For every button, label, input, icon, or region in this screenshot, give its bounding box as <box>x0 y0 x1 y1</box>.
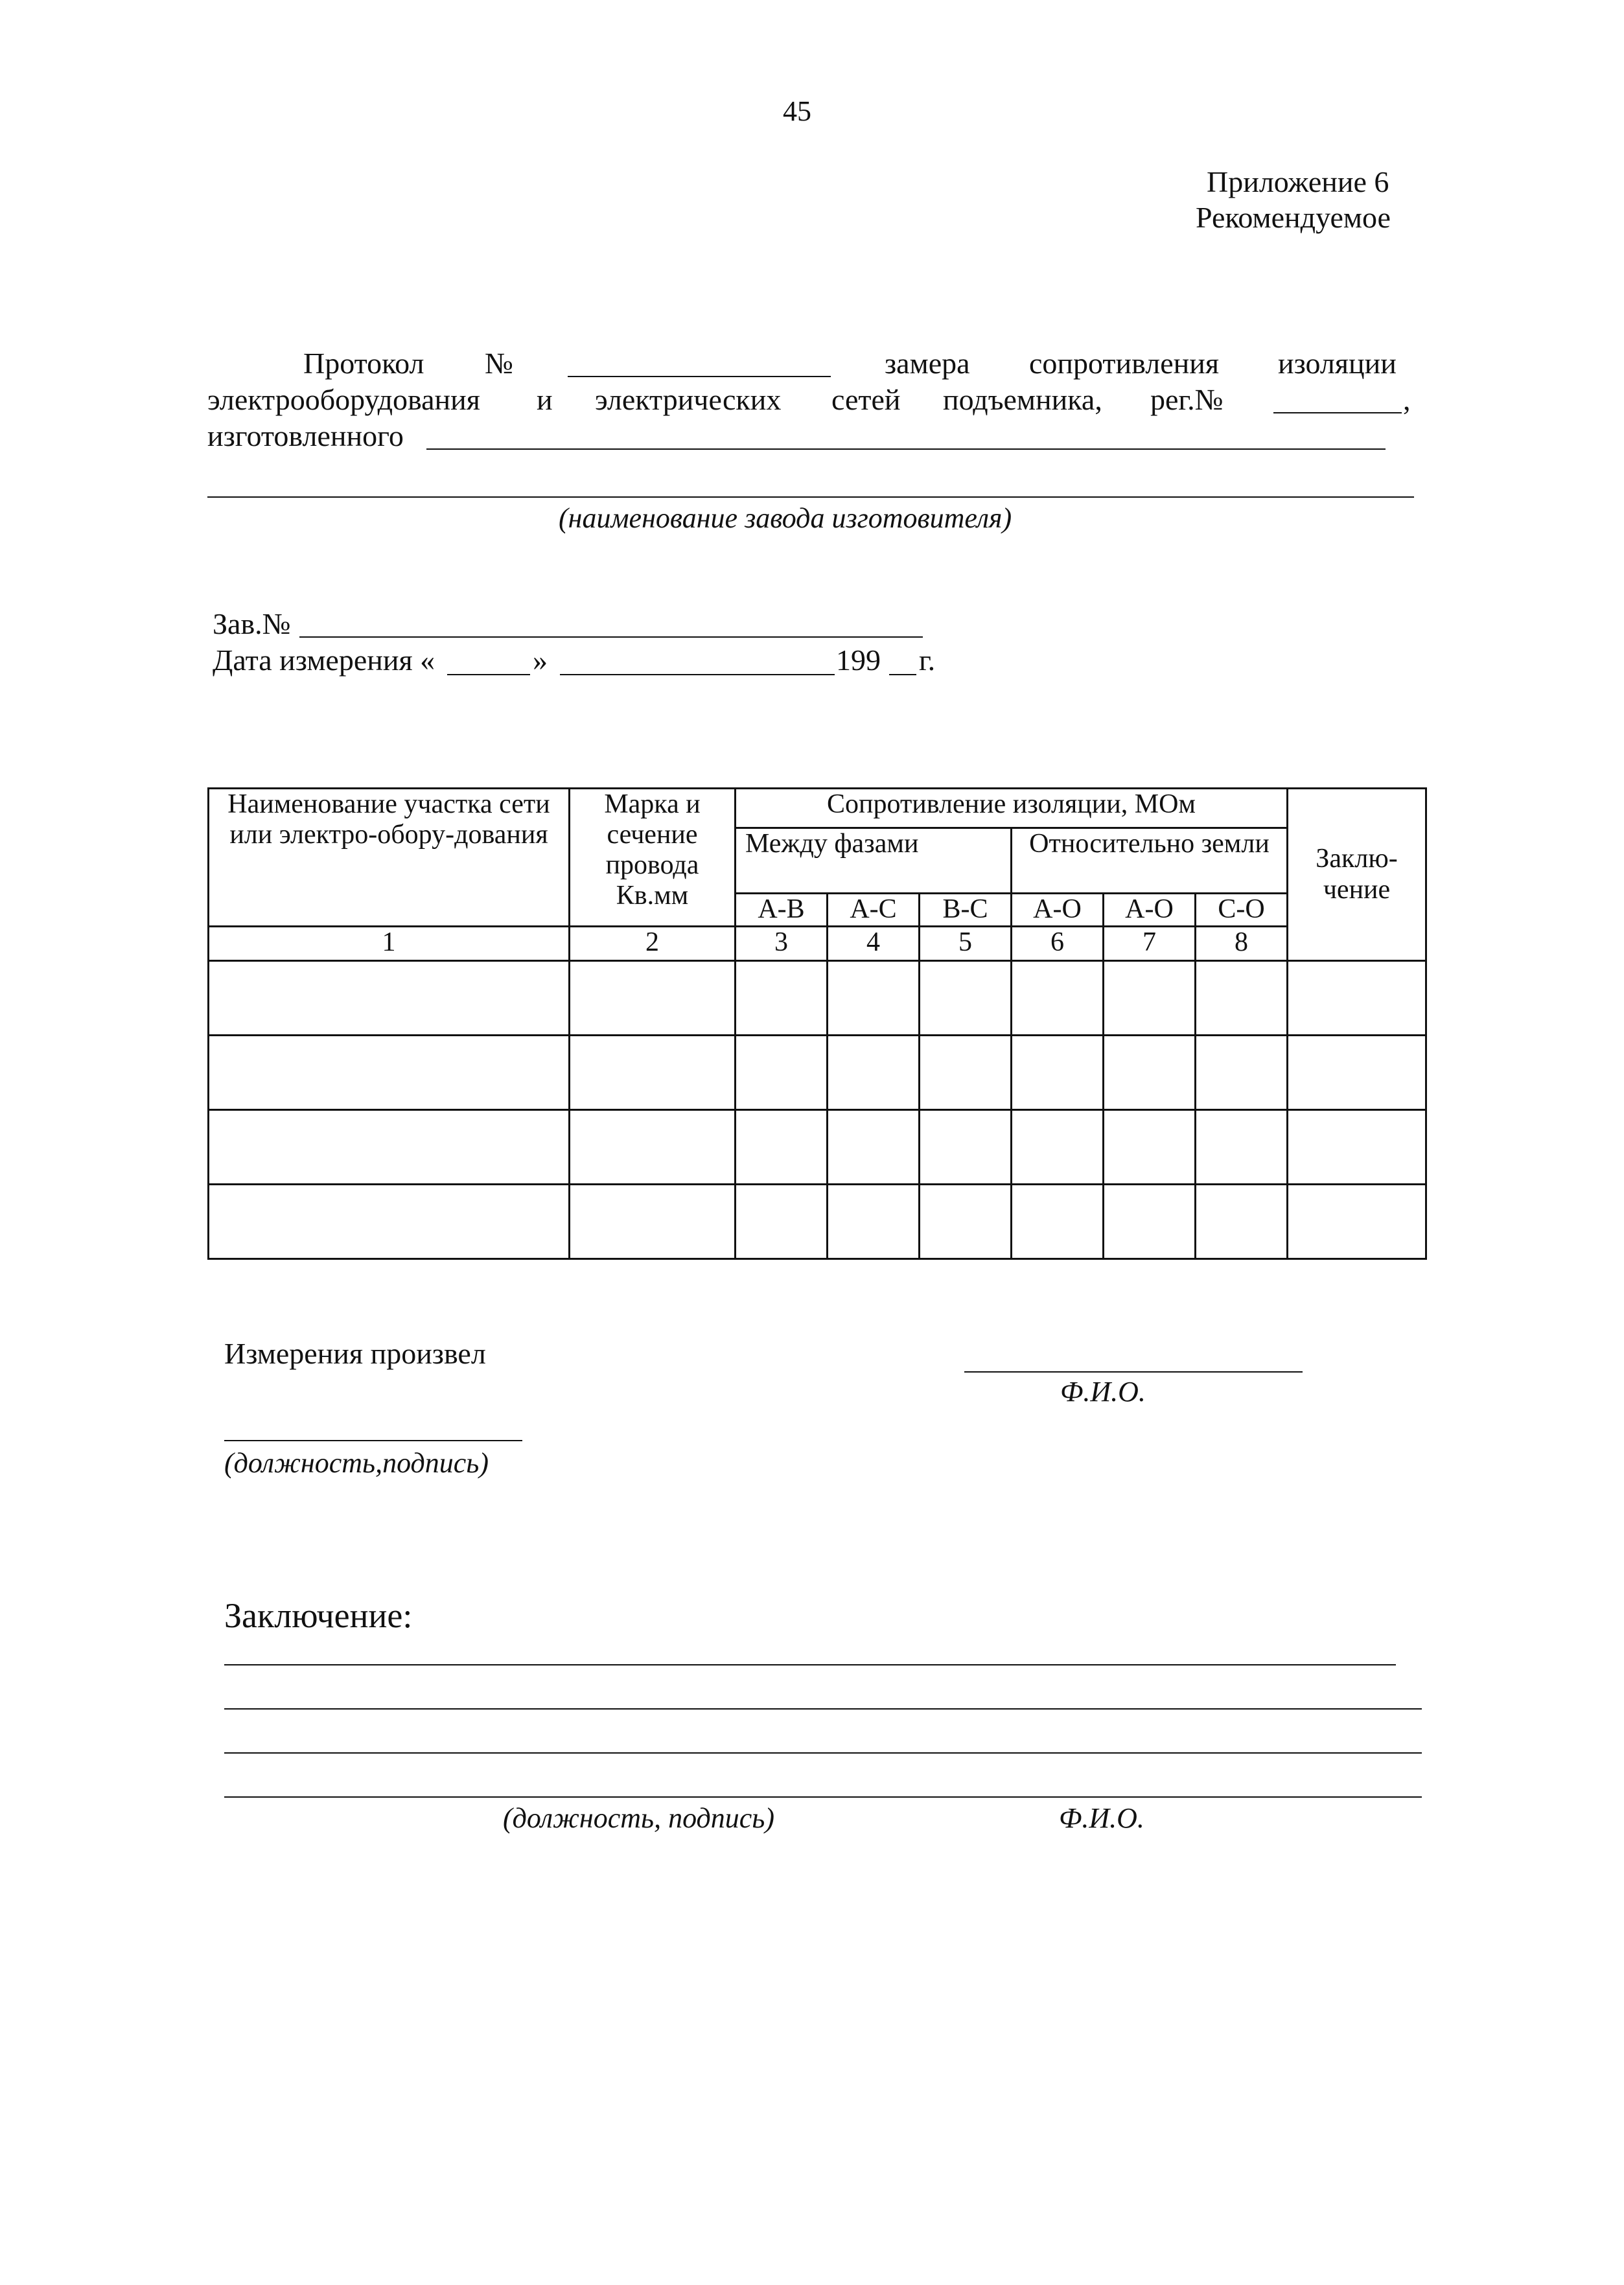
heading-comma: , <box>1403 383 1411 416</box>
header-conclusion: Заклю-чение <box>1288 789 1426 961</box>
col-number: 2 <box>570 927 736 961</box>
table-cell[interactable] <box>1104 1036 1196 1110</box>
col-number: 8 <box>1196 927 1288 961</box>
table-cell[interactable] <box>1012 1185 1104 1259</box>
table-cell[interactable] <box>1196 1185 1288 1259</box>
heading-word-podemnika: подъемника, <box>943 383 1102 416</box>
header-section-name: Наименование участка сети или электро-обору-дования <box>209 789 570 927</box>
manufacturer-blank-2[interactable] <box>207 496 1414 498</box>
table-cell[interactable] <box>209 1185 570 1259</box>
appendix-status: Рекомендуемое <box>1196 201 1391 234</box>
table-cell[interactable] <box>570 961 736 1036</box>
table-cell[interactable] <box>1288 961 1426 1036</box>
col-number: 1 <box>209 927 570 961</box>
table-cell[interactable] <box>209 961 570 1036</box>
table-cell[interactable] <box>1012 961 1104 1036</box>
table-row <box>209 1036 1426 1110</box>
appendix-label: Приложение 6 <box>1207 165 1389 198</box>
date-close-quote: » <box>533 644 548 677</box>
heading-reg-number-label: рег.№ <box>1150 383 1224 416</box>
conclusion-line-4[interactable] <box>224 1796 1422 1798</box>
table-cell[interactable] <box>570 1110 736 1185</box>
measured-fio-caption: Ф.И.О. <box>1060 1376 1146 1408</box>
table-cell[interactable] <box>736 1036 828 1110</box>
heading-word-setej: сетей <box>831 383 901 416</box>
table-cell[interactable] <box>1104 961 1196 1036</box>
col-number: 3 <box>736 927 828 961</box>
heading-number-sign: № <box>485 347 513 380</box>
header-sub-ab: А-В <box>736 894 828 927</box>
header-sub-co: С-О <box>1196 894 1288 927</box>
table-cell[interactable] <box>1196 961 1288 1036</box>
col-number: 5 <box>920 927 1012 961</box>
manufacturer-blank-1[interactable] <box>426 448 1386 450</box>
table-cell[interactable] <box>828 1036 920 1110</box>
heading-protocol: Протокол <box>303 347 424 380</box>
table-cell[interactable] <box>1288 1036 1426 1110</box>
header-sub-ac: А-С <box>828 894 920 927</box>
conclusion-line-3[interactable] <box>224 1752 1422 1754</box>
header-sub-ao-2: А-О <box>1104 894 1196 927</box>
measured-by-label: Измерения произвел <box>224 1337 486 1370</box>
table-cell[interactable] <box>1012 1110 1104 1185</box>
heading-word-i: и <box>537 383 553 416</box>
page-number: 45 <box>783 95 811 127</box>
table-row <box>209 961 1426 1036</box>
table-cell[interactable] <box>828 961 920 1036</box>
serial-label: Зав.№ <box>213 607 291 640</box>
table-cell[interactable] <box>1196 1036 1288 1110</box>
conclusion-fio-caption: Ф.И.О. <box>1059 1802 1144 1834</box>
header-insulation-resistance: Сопротивление изоляции, МОм <box>736 789 1288 828</box>
table-cell[interactable] <box>1012 1036 1104 1110</box>
table-cell[interactable] <box>570 1185 736 1259</box>
table-cell[interactable] <box>920 1036 1012 1110</box>
header-sub-ao: А-О <box>1012 894 1104 927</box>
measured-position-caption: (должность,подпись) <box>224 1447 489 1479</box>
table-cell[interactable] <box>1104 1185 1196 1259</box>
header-between-phases: Между фазами <box>736 828 1012 894</box>
header-sub-bc: В-С <box>920 894 1012 927</box>
date-label: Дата измерения « <box>213 644 435 677</box>
table-row <box>209 1110 1426 1185</box>
heading-word-elektrooborudovaniya: электрооборудования <box>207 383 480 416</box>
table-cell[interactable] <box>209 1110 570 1185</box>
conclusion-line-2[interactable] <box>224 1708 1422 1710</box>
table-cell[interactable] <box>920 1185 1012 1259</box>
date-month-blank[interactable] <box>560 674 835 675</box>
reg-number-blank[interactable] <box>1273 412 1402 413</box>
table-cell[interactable] <box>1288 1110 1426 1185</box>
conclusion-position-caption: (должность, подпись) <box>503 1802 774 1834</box>
table-cell[interactable] <box>736 1185 828 1259</box>
table-cell[interactable] <box>1288 1185 1426 1259</box>
measured-position-blank[interactable] <box>224 1440 522 1441</box>
date-day-blank[interactable] <box>447 674 530 675</box>
heading-word-zamera: замера <box>885 347 970 380</box>
header-relative-ground: Относительно земли <box>1012 828 1288 894</box>
heading-word-izgotovlennogo: изготовленного <box>207 419 404 452</box>
measured-fio-blank[interactable] <box>964 1371 1303 1373</box>
protocol-number-blank[interactable] <box>568 376 831 377</box>
col-number: 4 <box>828 927 920 961</box>
table-cell[interactable] <box>209 1036 570 1110</box>
resistance-table <box>207 787 1425 1260</box>
table-cell[interactable] <box>570 1036 736 1110</box>
date-year: 199 <box>836 644 881 677</box>
table-cell[interactable] <box>920 1110 1012 1185</box>
table-cell[interactable] <box>828 1185 920 1259</box>
conclusion-line-1[interactable] <box>224 1664 1396 1665</box>
serial-blank[interactable] <box>299 636 923 638</box>
date-year-blank[interactable] <box>889 674 916 675</box>
table-cell[interactable] <box>828 1110 920 1185</box>
heading-word-izolyacii: изоляции <box>1278 347 1397 380</box>
table-cell[interactable] <box>736 961 828 1036</box>
conclusion-label: Заключение: <box>224 1596 413 1635</box>
manufacturer-caption: (наименование завода изготовителя) <box>559 502 1012 534</box>
table-row <box>209 1185 1426 1259</box>
date-year-suffix: г. <box>919 644 936 677</box>
heading-word-elektricheskih: электрических <box>595 383 782 416</box>
table-cell[interactable] <box>1196 1110 1288 1185</box>
col-number: 6 <box>1012 927 1104 961</box>
table-cell[interactable] <box>736 1110 828 1185</box>
heading-word-soprotivleniya: сопротивления <box>1029 347 1220 380</box>
table-cell[interactable] <box>1104 1110 1196 1185</box>
header-wire-grade: Марка и сечение провода Кв.мм <box>570 789 736 927</box>
table-cell[interactable] <box>920 961 1012 1036</box>
col-number: 7 <box>1104 927 1196 961</box>
